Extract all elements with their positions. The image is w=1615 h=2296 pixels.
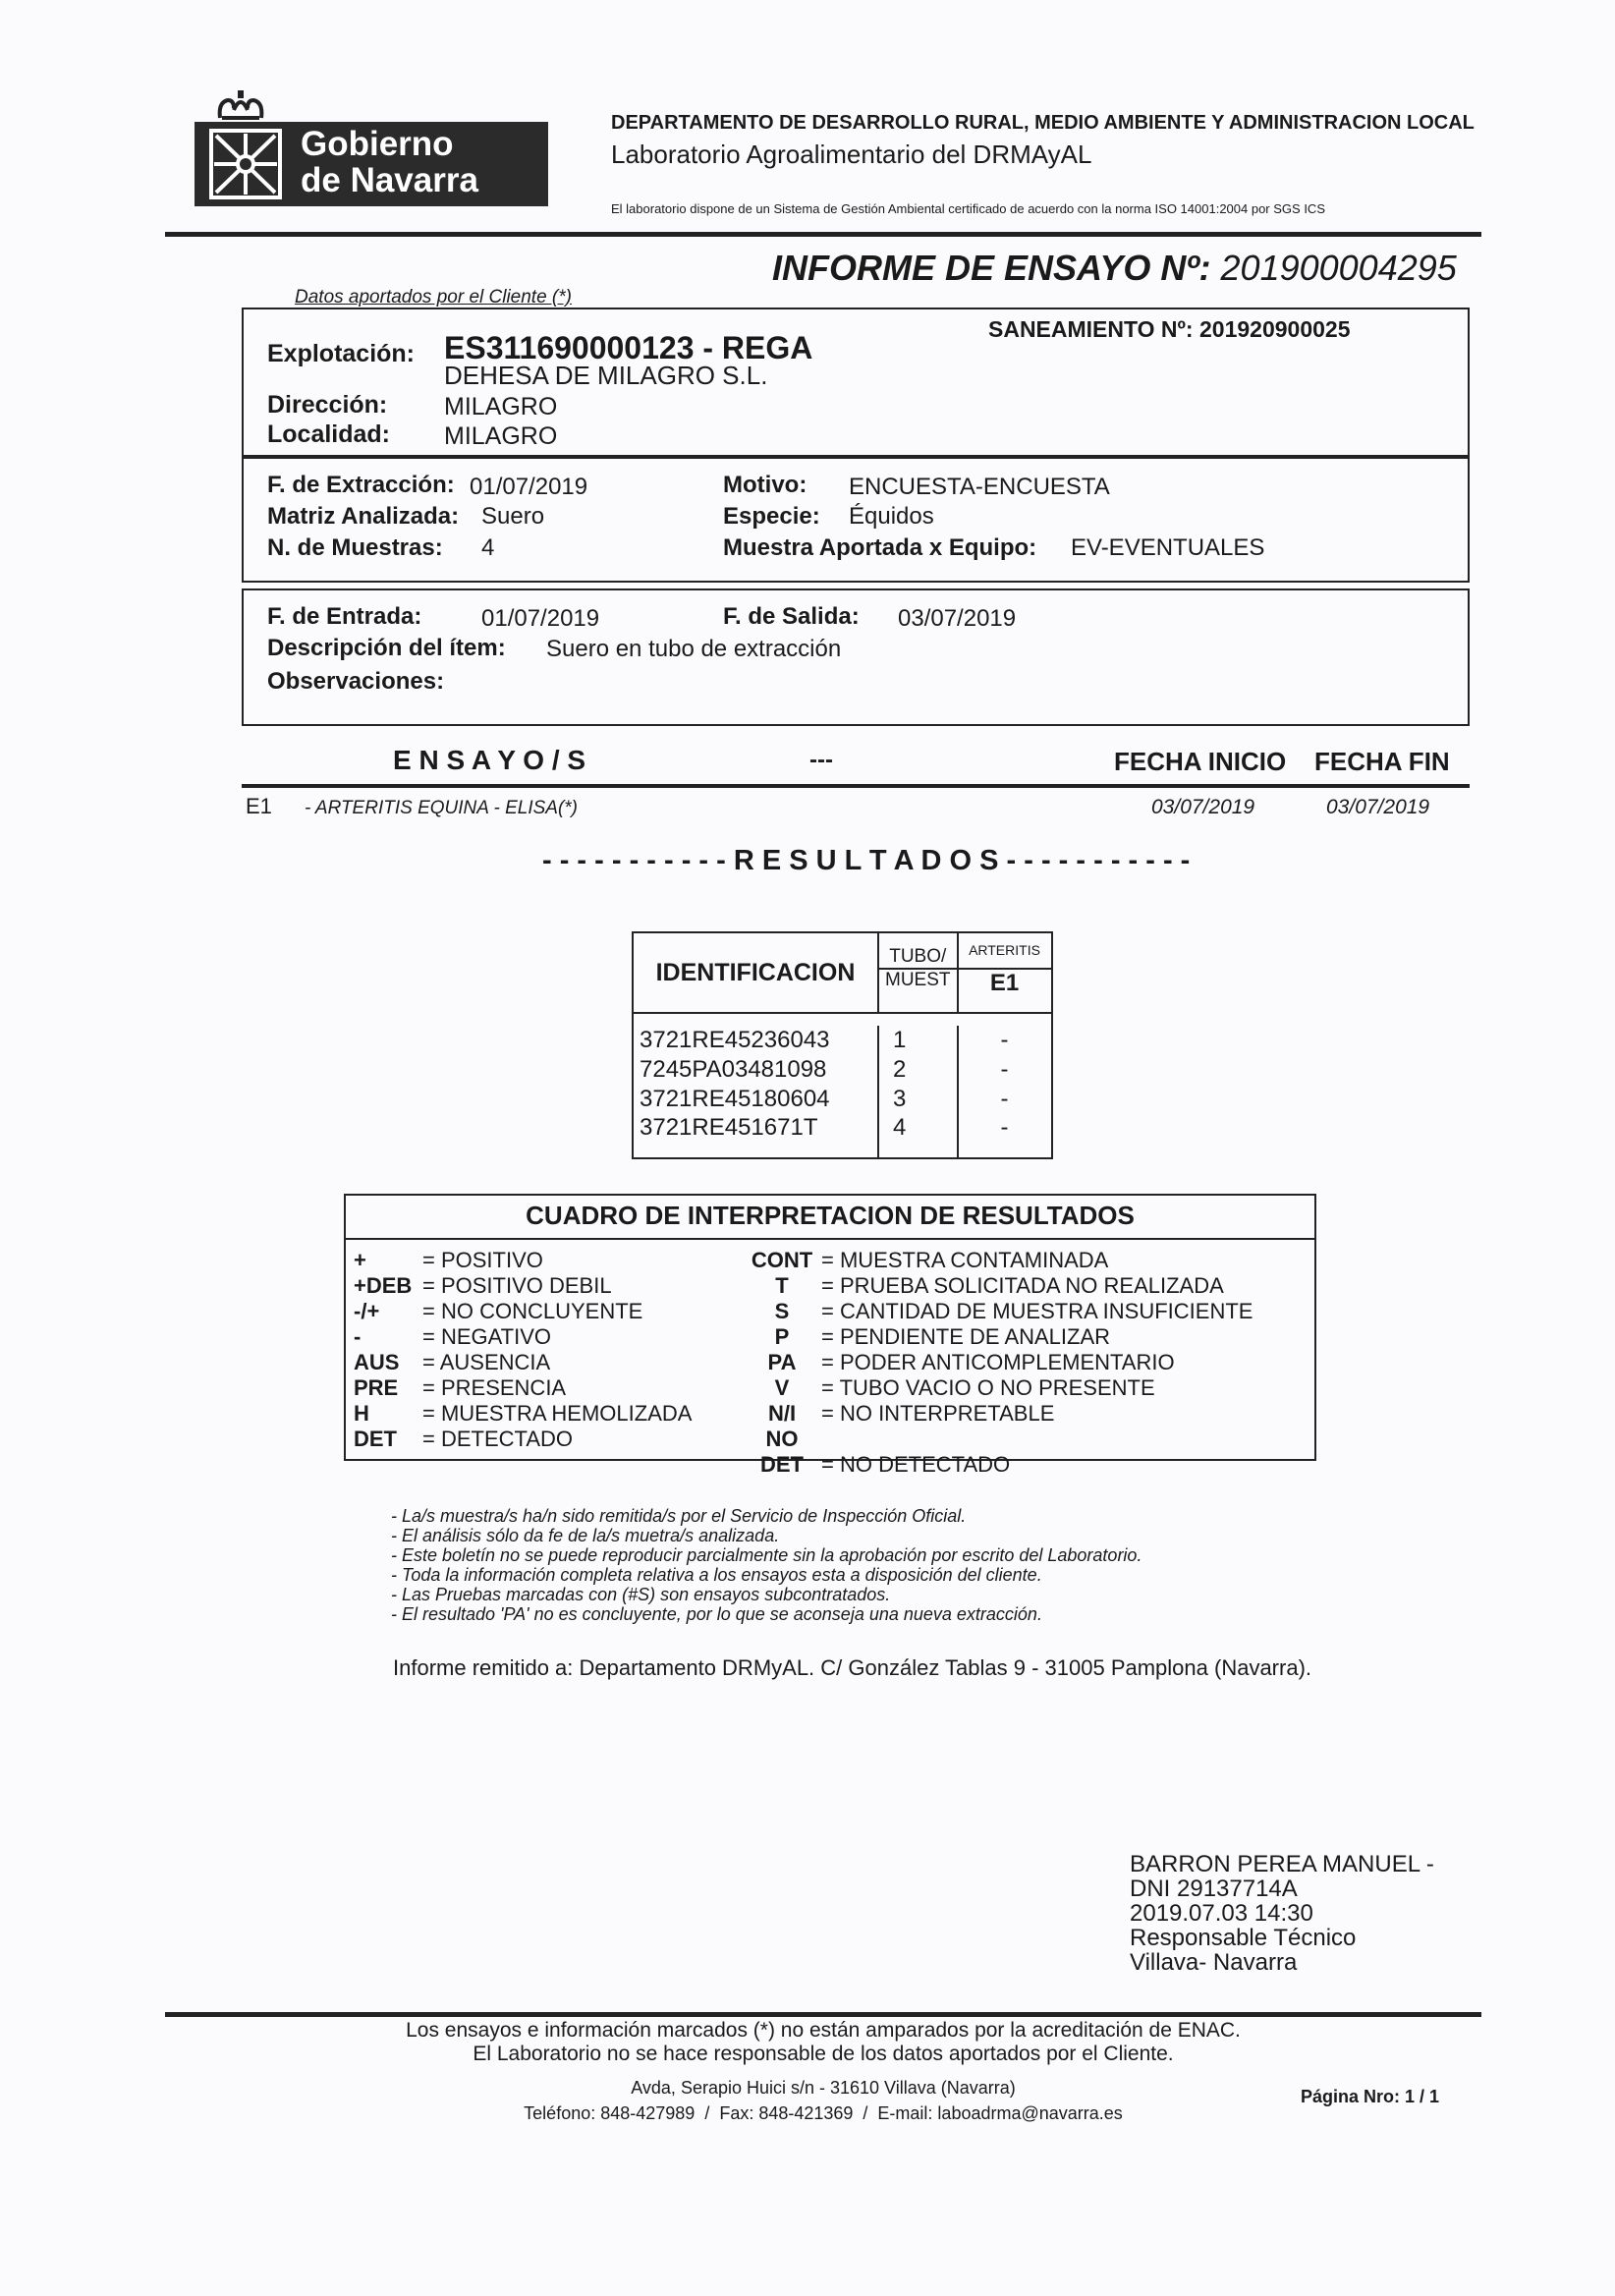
ensayo-name: - ARTERITIS EQUINA - ELISA(*): [305, 798, 579, 818]
extraccion-label: F. de Extracción:: [267, 472, 455, 498]
matriz-label: Matriz Analizada:: [267, 503, 460, 530]
report-number: 201900004295: [1220, 248, 1457, 288]
logo-text: [301, 126, 478, 198]
legend-item: P = PENDIENTE DE ANALIZAR: [774, 1324, 1111, 1349]
legend-item: N/I = NO INTERPRETABLE: [767, 1401, 1055, 1426]
saneamiento-value: 201920900025: [1199, 316, 1351, 342]
signature-role: Responsable Técnico: [1130, 1925, 1357, 1951]
legend-item: PA = PODER ANTICOMPLEMENTARIO: [767, 1350, 1175, 1374]
signature-block: [1130, 1852, 1434, 1975]
explotacion-name: DEHESA DE MILAGRO S.L.: [444, 361, 768, 390]
remitido: Informe remitido a: Departamento DRMyAL. C/ González Tablas 9 - 31005 Pamplona (Navarra).: [393, 1655, 1312, 1680]
col-header-test-top: ARTERITIS: [958, 932, 1052, 969]
legend-item: PRE = PRESENCIA: [354, 1375, 567, 1400]
saneamiento: [988, 316, 1351, 343]
cell-e1: -: [958, 1114, 1052, 1158]
footer-address: Avda, Serapio Huici s/n - 31610 Villava (Navarra): [631, 2078, 1016, 2098]
ensayo-code: E1: [246, 794, 272, 818]
legend-item: -/+ = NO CONCLUYENTE: [354, 1299, 643, 1323]
cell-id: 3721RE45180604: [633, 1085, 878, 1114]
especie-label: Especie:: [723, 503, 820, 530]
table-row: [633, 1085, 1052, 1114]
aportada-label: Muestra Aportada x Equipo:: [723, 534, 1037, 561]
observaciones-label: Observaciones:: [267, 668, 445, 695]
descripcion-label: Descripción del ítem:: [267, 635, 506, 661]
muestras-value: 4: [481, 534, 495, 561]
client-data-note: Datos aportados por el Cliente (*): [295, 287, 572, 308]
direccion-value: MILAGRO: [444, 393, 558, 420]
cell-e1: -: [958, 1026, 1052, 1055]
legend-item: - = NEGATIVO: [354, 1324, 552, 1349]
note-line: - El resultado 'PA' no es concluyente, por lo que se aconseja una nueva extracción.: [391, 1604, 1042, 1624]
footer-disclaimer: El Laboratorio no se hace responsable de los datos aportados por el Cliente.: [473, 2043, 1174, 2065]
salida-value: 03/07/2019: [898, 605, 1017, 632]
note-line: - Este boletín no se puede reproducir parcialmente sin la aprobación por escrito del Laboratorio.: [391, 1545, 1142, 1565]
signature-name: BARRON PEREA MANUEL -: [1130, 1851, 1434, 1877]
legend-item: V = TUBO VACIO O NO PRESENTE: [774, 1375, 1155, 1400]
notes: [391, 1506, 1142, 1624]
footer-enac: Los ensayos e información marcados (*) no están amparados por la acreditación de ENAC.: [406, 2019, 1241, 2042]
extraccion-value: 01/07/2019: [470, 474, 588, 500]
signature-date: 2019.07.03 14:30: [1130, 1900, 1313, 1927]
fecha-fin-label: FECHA FIN: [1314, 747, 1450, 776]
logo-line1: Gobierno: [301, 125, 454, 163]
legend-item: S = CANTIDAD DE MUESTRA INSUFICIENTE: [774, 1299, 1253, 1323]
aportada-value: EV-EVENTUALES: [1071, 534, 1265, 561]
cell-tubo: 4: [878, 1114, 958, 1158]
table-row: [633, 1026, 1052, 1055]
header-rule: [165, 232, 1481, 237]
iso-note: El laboratorio dispone de un Sistema de Gestión Ambiental certificado de acuerdo con la norma ISO 14001:2004 por SGS ICS: [611, 201, 1325, 216]
note-line: - Las Pruebas marcadas con (#S) son ensayos subcontratados.: [391, 1585, 891, 1604]
legend-item: T = PRUEBA SOLICITADA NO REALIZADA: [775, 1273, 1224, 1298]
table-row: [633, 1055, 1052, 1085]
ensayos-sep: ---: [809, 747, 833, 773]
footer-contact: Teléfono: 848-427989 / Fax: 848-421369 / E-mail: laboadrma@navarra.es: [524, 2103, 1123, 2123]
explotacion-code: ES311690000123 - REGA: [444, 330, 813, 365]
col-header-identificacion: IDENTIFICACION: [633, 932, 878, 1013]
legend-item: +DEB = POSITIVO DEBIL: [354, 1273, 612, 1298]
report-title-prefix: INFORME DE ENSAYO Nº:: [772, 248, 1211, 288]
explotacion-label: Explotación:: [267, 340, 416, 367]
localidad-label: Localidad:: [267, 420, 391, 448]
cell-e1: -: [958, 1085, 1052, 1114]
lab-name: Laboratorio Agroalimentario del DRMAyAL: [611, 140, 1092, 169]
saneamiento-label: SANEAMIENTO Nº:: [988, 316, 1194, 342]
legend-item: H = MUESTRA HEMOLIZADA: [354, 1401, 693, 1426]
signature-place: Villava- Navarra: [1130, 1949, 1298, 1976]
department-name: DEPARTAMENTO DE DESARROLLO RURAL, MEDIO AMBIENTE Y ADMINISTRACION LOCAL: [611, 112, 1475, 134]
legend-item: AUS = AUSENCIA: [354, 1350, 551, 1374]
report-title: [772, 248, 1457, 289]
page-number: Página Nro: 1 / 1: [1301, 2087, 1440, 2106]
direccion-label: Dirección:: [267, 391, 388, 419]
entrada-value: 01/07/2019: [481, 605, 600, 632]
especie-value: Équidos: [849, 503, 934, 530]
motivo-label: Motivo:: [723, 472, 808, 498]
col-header-tubo-bottom: MUEST: [878, 969, 958, 1013]
muestras-label: N. de Muestras:: [267, 534, 443, 561]
resultados-title: - - - - - - - - - - - R E S U L T A D O S - - - - - - - - - - -: [542, 845, 1191, 876]
col-header-tubo-top: TUBO/: [878, 932, 958, 969]
results-table: [632, 931, 1053, 1159]
legend-item: DET = DETECTADO: [354, 1427, 574, 1451]
legend-item: CONT = MUESTRA CONTAMINADA: [751, 1248, 1109, 1272]
cell-e1: -: [958, 1055, 1052, 1085]
crown-icon: [216, 88, 265, 124]
cell-tubo: 3: [878, 1085, 958, 1114]
cell-tubo: 2: [878, 1055, 958, 1085]
navarra-chains-icon: [208, 128, 283, 200]
legend-left: [354, 1248, 692, 1452]
salida-label: F. de Salida:: [723, 603, 860, 630]
cell-tubo: 1: [878, 1026, 958, 1055]
legend-item: + = POSITIVO: [354, 1248, 543, 1272]
legend-item: NO DET = NO DETECTADO: [760, 1427, 1011, 1477]
localidad-value: MILAGRO: [444, 422, 558, 450]
ensayo-inicio: 03/07/2019: [1151, 796, 1255, 818]
note-line: - El análisis sólo da fe de la/s muetra/s analizada.: [391, 1526, 780, 1545]
cell-id: 7245PA03481098: [633, 1055, 878, 1085]
cell-id: 3721RE45236043: [633, 1026, 878, 1055]
interpretation-title: CUADRO DE INTERPRETACION DE RESULTADOS: [526, 1201, 1135, 1230]
cell-id: 3721RE451671T: [633, 1114, 878, 1158]
ensayo-fin: 03/07/2019: [1326, 796, 1430, 818]
note-line: - La/s muestra/s ha/n sido remitida/s por el Servicio de Inspección Oficial.: [391, 1506, 967, 1526]
logo-line2: de Navarra: [301, 161, 478, 199]
ensayos-title: E N S A Y O / S: [393, 745, 586, 775]
interpretation-rule: [346, 1238, 1314, 1240]
descripcion-value: Suero en tubo de extracción: [546, 636, 842, 662]
legend-right: [743, 1248, 1253, 1478]
matriz-value: Suero: [481, 503, 545, 530]
note-line: - Toda la información completa relativa a los ensayos esta a disposición del cliente.: [391, 1565, 1042, 1585]
ensayos-rule: [242, 784, 1470, 788]
motivo-value: ENCUESTA-ENCUESTA: [849, 474, 1110, 500]
fecha-inicio-label: FECHA INICIO: [1114, 747, 1287, 776]
footer-rule: [165, 2012, 1481, 2017]
table-row: [633, 1114, 1052, 1158]
entrada-label: F. de Entrada:: [267, 603, 422, 630]
signature-dni: DNI 29137714A: [1130, 1876, 1298, 1902]
col-header-test: E1: [958, 969, 1052, 1013]
